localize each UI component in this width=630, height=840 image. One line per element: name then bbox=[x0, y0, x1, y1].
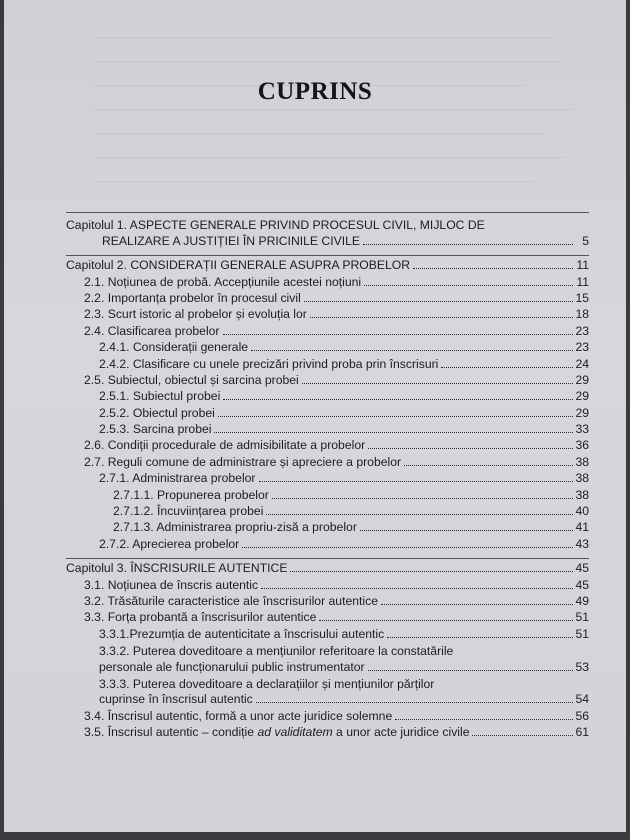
page-number: 33 bbox=[575, 422, 589, 437]
page-number: 61 bbox=[575, 725, 589, 740]
entry-text: 2.4.1. Considerații generale bbox=[99, 340, 249, 355]
entry-text: 3.3. Forța probantă a înscrisurilor autentice bbox=[84, 610, 317, 625]
leader-dots bbox=[381, 604, 573, 605]
page-number: 24 bbox=[575, 356, 589, 371]
page-number: 38 bbox=[575, 487, 589, 502]
toc-entry[interactable] bbox=[66, 593, 589, 609]
leader-dots bbox=[218, 416, 573, 417]
entry-text: 2.7.2. Aprecierea probelor bbox=[99, 536, 240, 551]
entry-text: 2.5.1. Subiectul probei bbox=[99, 389, 221, 404]
entry-text: 2.5. Subiectul, obiectul și sarcina probei bbox=[84, 372, 299, 387]
chapter-3-title: Capitolul 3. ÎNSCRISURILE AUTENTICE bbox=[66, 561, 288, 576]
page-number: 36 bbox=[575, 438, 589, 453]
table-of-contents bbox=[66, 216, 589, 740]
chapter-1-title-line2: REALIZARE A JUSTIȚIEI ÎN PRICINILE CIVILE bbox=[102, 233, 361, 248]
toc-entry[interactable] bbox=[66, 519, 589, 535]
entry-text: 2.7.1.2. Încuviințarea probei bbox=[113, 504, 264, 519]
toc-entry[interactable] bbox=[66, 355, 589, 371]
entry-text: 2.4.2. Clasificare cu unele precizări privind proba prin înscrisuri bbox=[99, 356, 439, 371]
leader-dots bbox=[441, 367, 573, 368]
entry-text: 2.7.1.3. Administrarea propriu-zisă a probelor bbox=[113, 520, 357, 535]
page-number: 43 bbox=[575, 536, 589, 551]
toc-entry[interactable] bbox=[66, 486, 589, 502]
chapter-3-heading[interactable] bbox=[66, 560, 589, 576]
toc-entry[interactable] bbox=[66, 306, 589, 322]
entry-text: 3.3.1.Prezumția de autenticitate a înscrisului autentic bbox=[99, 626, 385, 641]
entry-text: 2.5.2. Obiectul probei bbox=[99, 405, 215, 420]
chapter-divider bbox=[66, 255, 589, 256]
toc-entry-3-4[interactable] bbox=[66, 707, 589, 723]
page-number: 23 bbox=[575, 340, 589, 355]
toc-entry[interactable] bbox=[66, 625, 589, 641]
entry-text: personale ale funcționarului public instrumentator bbox=[99, 659, 365, 674]
leader-dots bbox=[290, 571, 573, 572]
page-number: 23 bbox=[575, 323, 589, 338]
chapter-2-title: Capitolul 2. CONSIDERAȚII GENERALE ASUPRA PROBELOR bbox=[66, 258, 411, 273]
entry-text: 3.4. Înscrisul autentic, formă a unor acte juridice solemne bbox=[84, 708, 393, 723]
leader-dots bbox=[472, 735, 573, 736]
chapter-1-heading-line1[interactable] bbox=[66, 216, 589, 232]
entry-text: 2.5.3. Sarcina probei bbox=[99, 422, 212, 437]
toc-entry[interactable] bbox=[66, 503, 589, 519]
page-number: 41 bbox=[575, 520, 589, 535]
leader-dots bbox=[256, 702, 573, 703]
leader-dots bbox=[261, 588, 573, 589]
entry-text: 2.7. Reguli comune de administrare și apreciere a probelor bbox=[84, 454, 402, 469]
page-number: 18 bbox=[575, 307, 589, 322]
leader-dots bbox=[310, 317, 573, 318]
toc-entry[interactable] bbox=[66, 437, 589, 453]
toc-entry[interactable] bbox=[66, 421, 589, 437]
chapter-divider bbox=[66, 558, 589, 559]
leader-dots bbox=[272, 498, 573, 499]
toc-entry-3-5[interactable] bbox=[66, 724, 589, 740]
page-number: 11 bbox=[576, 258, 589, 273]
toc-entry[interactable] bbox=[66, 453, 589, 469]
page-number: 51 bbox=[575, 610, 589, 625]
leader-dots bbox=[266, 514, 573, 515]
leader-dots bbox=[363, 244, 573, 245]
page-number: 5 bbox=[582, 233, 589, 248]
toc-entry[interactable] bbox=[66, 388, 589, 404]
toc-entry-3-3-3-line1[interactable] bbox=[66, 675, 589, 691]
toc-entry-3-3-2-line1[interactable] bbox=[66, 642, 589, 658]
chapter-1-heading-line2[interactable] bbox=[66, 232, 589, 248]
leader-dots bbox=[395, 719, 573, 720]
leader-dots bbox=[404, 465, 573, 466]
book-page bbox=[4, 0, 626, 832]
page-number: 51 bbox=[575, 626, 589, 641]
page-number: 38 bbox=[575, 471, 589, 486]
entry-text: 2.1. Noțiunea de probă. Accepțiunile acestei noțiuni bbox=[84, 274, 362, 289]
leader-dots bbox=[319, 620, 573, 621]
page-number: 45 bbox=[575, 577, 589, 592]
page-number: 56 bbox=[575, 708, 589, 723]
entry-text-part: a unor acte juridice civile bbox=[332, 725, 470, 740]
leader-dots bbox=[304, 301, 573, 302]
toc-entry[interactable] bbox=[66, 609, 589, 625]
leader-dots bbox=[360, 530, 573, 531]
entry-text: 3.3.2. Puterea doveditoare a mențiunilor referitoare la constatările bbox=[99, 644, 454, 659]
entry-text: 2.6. Condiții procedurale de admisibilitate a probelor bbox=[84, 438, 366, 453]
chapter-1-title-line1: Capitolul 1. ASPECTE GENERALE PRIVIND PROCESUL CIVIL, MIJLOC DE bbox=[66, 218, 485, 233]
leader-dots bbox=[364, 285, 573, 286]
entry-text: 2.3. Scurt istoric al probelor și evoluția lor bbox=[84, 307, 307, 322]
leader-dots bbox=[413, 268, 573, 269]
page-number: 11 bbox=[576, 274, 589, 289]
top-divider bbox=[66, 212, 589, 213]
page-number: 40 bbox=[575, 504, 589, 519]
toc-entry[interactable] bbox=[66, 535, 589, 551]
page-title: CUPRINS bbox=[257, 78, 373, 105]
page-number: 15 bbox=[575, 290, 589, 305]
page-number: 53 bbox=[575, 659, 589, 674]
page-number: 49 bbox=[575, 593, 589, 608]
leader-dots bbox=[368, 448, 573, 449]
toc-entry[interactable] bbox=[66, 339, 589, 355]
entry-text-part: 3.5. Înscrisul autentic – condiție bbox=[84, 725, 258, 740]
entry-text-italic: ad validitatem bbox=[257, 725, 333, 740]
entry-text: 3.1. Noțiunea de înscris autentic bbox=[84, 577, 259, 592]
page-number: 45 bbox=[575, 561, 589, 576]
entry-text: 3.2. Trăsăturile caracteristice ale înscrisurilor autentice bbox=[84, 593, 378, 608]
entry-text: 3.3.3. Puterea doveditoare a declarațiilor și mențiunilor părților bbox=[99, 676, 435, 691]
page-number: 38 bbox=[575, 454, 589, 469]
leader-dots bbox=[223, 399, 573, 400]
entry-text: 2.2. Importanța probelor în procesul civil bbox=[84, 290, 301, 305]
toc-entry[interactable] bbox=[66, 322, 589, 338]
leader-dots bbox=[368, 670, 573, 671]
chapter-2-heading[interactable] bbox=[66, 257, 589, 273]
page-number: 29 bbox=[575, 405, 589, 420]
toc-entry-3-3-2-line2[interactable] bbox=[66, 658, 589, 674]
chapter-2-entries bbox=[66, 273, 589, 552]
page-number: 29 bbox=[575, 372, 589, 387]
leader-dots bbox=[387, 637, 573, 638]
leader-dots bbox=[214, 432, 573, 433]
entry-text: cuprinse în înscrisul autentic bbox=[99, 692, 253, 707]
entry-text: 2.4. Clasificarea probelor bbox=[84, 323, 220, 338]
page-number: 54 bbox=[575, 692, 589, 707]
leader-dots bbox=[302, 383, 573, 384]
leader-dots bbox=[251, 350, 573, 351]
leader-dots bbox=[259, 481, 574, 482]
toc-entry[interactable] bbox=[66, 372, 589, 388]
leader-dots bbox=[223, 334, 574, 335]
entry-text: 2.7.1. Administrarea probelor bbox=[99, 471, 256, 486]
page-number: 29 bbox=[575, 389, 589, 404]
entry-text bbox=[84, 725, 469, 740]
toc-entry[interactable] bbox=[66, 404, 589, 420]
toc-entry[interactable] bbox=[66, 273, 589, 289]
leader-dots bbox=[242, 547, 573, 548]
chapter-3-entries bbox=[66, 576, 589, 642]
toc-entry[interactable] bbox=[66, 470, 589, 486]
toc-entry-3-3-3-line2[interactable] bbox=[66, 691, 589, 707]
toc-entry[interactable] bbox=[66, 290, 589, 306]
toc-entry[interactable] bbox=[66, 576, 589, 592]
entry-text: 2.7.1.1. Propunerea probelor bbox=[113, 487, 269, 502]
